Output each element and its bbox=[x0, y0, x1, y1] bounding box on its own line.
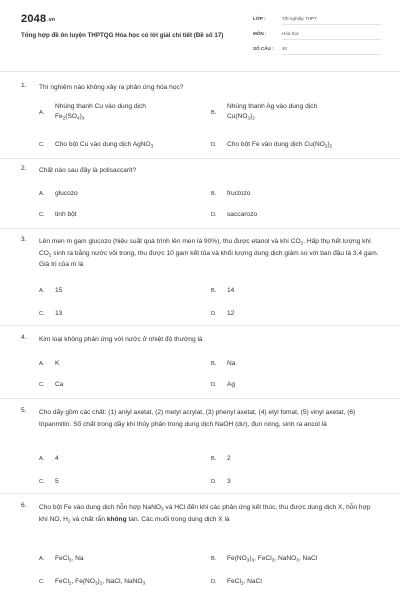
site-logo[interactable]: 2048.vn bbox=[21, 13, 56, 25]
question-text: Kim loại không phản ứng với nước ở nhiệt độ thường là bbox=[39, 336, 203, 343]
option-b-text[interactable]: Na bbox=[227, 360, 236, 367]
option-letter-d[interactable]: D. bbox=[211, 212, 217, 218]
option-letter-c[interactable]: C. bbox=[39, 142, 45, 148]
option-letter-d[interactable]: D. bbox=[211, 382, 217, 388]
option-c-text[interactable]: FeCl$_2$, $Fe(NO_3)_2$, NaCl, NaNO$_3$ bbox=[55, 578, 146, 586]
question-number: 5. bbox=[21, 407, 27, 414]
meta-mon bbox=[253, 29, 381, 44]
option-letter-b[interactable]: B. bbox=[211, 556, 217, 562]
option-d-text[interactable]: Ag bbox=[227, 381, 236, 388]
option-letter-b[interactable]: B. bbox=[211, 110, 217, 116]
option-letter-b[interactable]: B. bbox=[211, 361, 217, 367]
option-c-text[interactable]: 5 bbox=[55, 478, 59, 485]
exam-title: Tổng hợp đề ôn luyện THPTQG Hóa học có lời giải chi tiết (Đề số 17) bbox=[21, 32, 224, 39]
question-divider bbox=[0, 398, 400, 399]
meta-lop bbox=[253, 14, 381, 29]
question-divider bbox=[0, 325, 400, 326]
option-letter-a[interactable]: A. bbox=[39, 556, 45, 562]
option-a-text[interactable]: Nhúng thanh Cu vào dung dịch $Fe_2(SO_4)_3$ bbox=[55, 103, 146, 120]
question-number: 2. bbox=[21, 165, 27, 172]
question-number: 3. bbox=[21, 236, 27, 243]
question-text: Cho bột Fe vào dung dịch hỗn hợp NaNO$_3$ và HCl đến khi các phản ứng kết thúc, thu được dung dịch X, hỗn hợp khí NO, $H_2$ và chất rắn không tan. Các muối trong dung dịch X là bbox=[39, 504, 371, 523]
question-number: 1. bbox=[21, 82, 27, 89]
option-c-text[interactable]: Cho bột Cu vào dung dịch AgNO$_3$ bbox=[55, 141, 154, 149]
option-letter-b[interactable]: B. bbox=[211, 191, 217, 197]
meta-mon-value: Hóa học bbox=[282, 31, 381, 40]
option-letter-d[interactable]: D. bbox=[211, 142, 217, 148]
option-letter-a[interactable]: A. bbox=[39, 288, 45, 294]
option-letter-c[interactable]: C. bbox=[39, 212, 45, 218]
option-d-text[interactable]: 12 bbox=[227, 310, 235, 317]
option-a-text[interactable]: K bbox=[55, 360, 60, 367]
option-b-text[interactable]: 2 bbox=[227, 455, 231, 462]
option-letter-a[interactable]: A. bbox=[39, 191, 45, 197]
option-letter-b[interactable]: B. bbox=[211, 288, 217, 294]
exam-meta bbox=[253, 14, 381, 59]
question-text: Thí nghiệm nào không xảy ra phản ứng hóa học? bbox=[39, 84, 184, 91]
option-c-text[interactable]: 13 bbox=[55, 310, 63, 317]
emphasis-text: không bbox=[106, 515, 127, 523]
option-letter-c[interactable]: C. bbox=[39, 382, 45, 388]
option-letter-a[interactable]: A. bbox=[39, 110, 45, 116]
option-letter-d[interactable]: D. bbox=[211, 311, 217, 317]
option-a-text[interactable]: 4 bbox=[55, 455, 59, 462]
option-letter-d[interactable]: D. bbox=[211, 579, 217, 585]
question-divider bbox=[0, 158, 400, 159]
meta-lop-label: LỚP : bbox=[253, 16, 266, 21]
question-number: 4. bbox=[21, 334, 27, 341]
option-d-text[interactable]: FeCl$_2$, NaCl bbox=[227, 578, 262, 586]
option-d-text[interactable]: Cho bột Fe vào dung dịch $Cu(NO_3)_2$ bbox=[227, 141, 333, 149]
question-text: Lên men m gam glucozo (hiệu suất quá trình lên men là 90%), thu được etanol và khí $CO_2$. Hấp thụ hết lượng khí $CO_2$ sinh ra bằng nước vôi trong, thu được 10 gam kết tủa và khối lượng dung dịch giảm so với ban đầu là 3,4 gam. Giá trị của m là bbox=[39, 238, 379, 268]
option-letter-c[interactable]: C. bbox=[39, 311, 45, 317]
option-c-text[interactable]: tinh bột bbox=[55, 211, 77, 218]
question-divider bbox=[0, 493, 400, 494]
option-a-text[interactable]: glucozo bbox=[55, 190, 78, 197]
option-a-text[interactable]: 15 bbox=[55, 287, 63, 294]
meta-socau bbox=[253, 44, 381, 59]
option-b-text[interactable]: 14 bbox=[227, 287, 235, 294]
meta-socau-label: SỐ CÂU : bbox=[253, 46, 274, 51]
option-letter-c[interactable]: C. bbox=[39, 579, 45, 585]
option-letter-d[interactable]: D. bbox=[211, 479, 217, 485]
option-letter-a[interactable]: A. bbox=[39, 361, 45, 367]
question-divider bbox=[0, 228, 400, 229]
option-d-text[interactable]: 3 bbox=[227, 478, 231, 485]
option-b-text[interactable]: $Fe(NO_3)_3$, FeCl$_3$, NaNO$_3$, NaCl bbox=[227, 555, 318, 563]
option-letter-b[interactable]: B. bbox=[211, 456, 217, 462]
question-text: Cho dãy gồm các chất: (1) anlyl axetat, (2) metyl acrylat, (3) phenyl axetat, (4) etyl fomat, (5) vinyl axetat, (6) tripanmitin. Số chất trong dãy khi thủy phân trong dung dịch NaOH (dư), đun nóng, sinh ra ancol là bbox=[39, 409, 356, 428]
option-b-text[interactable]: Nhúng thanh Ag vào dung dịch $Cu(NO_3)_2$ bbox=[227, 103, 318, 120]
header bbox=[0, 0, 400, 64]
question-text: Chất nào sau đây là polisaccarit? bbox=[39, 167, 137, 174]
option-c-text[interactable]: Ca bbox=[55, 381, 64, 388]
option-letter-a[interactable]: A. bbox=[39, 456, 45, 462]
option-a-text[interactable]: FeCl$_3$, Na bbox=[55, 555, 84, 563]
header-divider bbox=[0, 71, 400, 72]
meta-lop-value: Tốt nghiệp THPT bbox=[282, 16, 381, 25]
option-letter-c[interactable]: C. bbox=[39, 479, 45, 485]
option-b-text[interactable]: fructozo bbox=[227, 190, 251, 197]
option-d-text[interactable]: saccarozo bbox=[227, 211, 258, 218]
question-number: 6. bbox=[21, 502, 27, 509]
meta-mon-label: MÔN : bbox=[253, 31, 267, 36]
meta-socau-value: 40 bbox=[282, 46, 381, 55]
